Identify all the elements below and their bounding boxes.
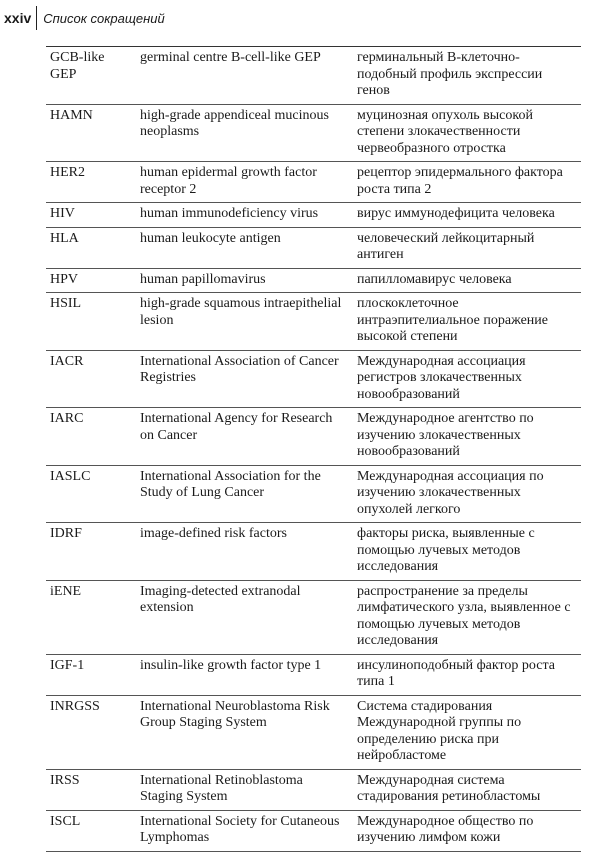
english-term-cell: Imaging-detected extranodal extension <box>136 580 353 654</box>
table-row <box>46 104 581 162</box>
abbreviation-cell: ISCL <box>46 810 136 851</box>
table-row <box>46 350 581 408</box>
english-term-cell: human leukocyte antigen <box>136 227 353 268</box>
abbreviation-cell: IACR <box>46 350 136 408</box>
table-row <box>46 580 581 654</box>
abbreviation-cell: IRSS <box>46 769 136 810</box>
abbreviation-cell: GCB-like GEP <box>46 47 136 105</box>
abbreviation-cell: IARC <box>46 408 136 466</box>
english-term-cell: human immunodeficiency virus <box>136 203 353 228</box>
russian-term-cell: Международное агентство по изучению злокачественных новообразований <box>353 408 581 466</box>
page-number: xxiv <box>4 10 32 26</box>
russian-term-cell: Международная система стадирования ретинобластомы <box>353 769 581 810</box>
english-term-cell: high-grade appendiceal mucinous neoplasms <box>136 104 353 162</box>
table-row <box>46 769 581 810</box>
russian-term-cell: вирус иммунодефицита человека <box>353 203 581 228</box>
table-row <box>46 695 581 769</box>
abbreviation-cell: IASLC <box>46 465 136 523</box>
table-row <box>46 654 581 695</box>
abbreviation-cell: IDRF <box>46 523 136 581</box>
english-term-cell: germinal centre B-cell-like GEP <box>136 47 353 105</box>
russian-term-cell: человеческий лейкоцитарный антиген <box>353 227 581 268</box>
abbreviation-cell: iENE <box>46 580 136 654</box>
running-title: Список сокращений <box>43 10 165 26</box>
table-row <box>46 162 581 203</box>
abbreviations-table-body <box>46 47 581 852</box>
page-header <box>0 5 165 31</box>
english-term-cell: human papillomavirus <box>136 268 353 293</box>
table-row <box>46 47 581 105</box>
russian-term-cell: Международная ассоциация по изучению злокачественных опухолей легкого <box>353 465 581 523</box>
table-row <box>46 203 581 228</box>
abbreviation-cell: HER2 <box>46 162 136 203</box>
russian-term-cell: муцинозная опухоль высокой степени злокачественности червеобразного отростка <box>353 104 581 162</box>
english-term-cell: International Retinoblastoma Staging System <box>136 769 353 810</box>
russian-term-cell: инсулиноподобный фактор роста типа 1 <box>353 654 581 695</box>
russian-term-cell: рецептор эпидермального фактора роста типа 2 <box>353 162 581 203</box>
russian-term-cell: Система стадирования Международной группы по определению риска при нейробластоме <box>353 695 581 769</box>
russian-term-cell: герминальный B-клеточно-подобный профиль экспрессии генов <box>353 47 581 105</box>
abbreviation-cell: HLA <box>46 227 136 268</box>
table-row <box>46 465 581 523</box>
abbreviation-cell: INRGSS <box>46 695 136 769</box>
abbreviation-cell: HSIL <box>46 293 136 351</box>
abbreviation-cell: HAMN <box>46 104 136 162</box>
abbreviation-cell: HPV <box>46 268 136 293</box>
russian-term-cell: плоскоклеточное интраэпителиальное поражение высокой степени <box>353 293 581 351</box>
english-term-cell: International Association of Cancer Registries <box>136 350 353 408</box>
english-term-cell: International Agency for Research on Cancer <box>136 408 353 466</box>
english-term-cell: insulin-like growth factor type 1 <box>136 654 353 695</box>
table-row <box>46 810 581 851</box>
english-term-cell: high-grade squamous intraepithelial lesion <box>136 293 353 351</box>
abbreviations-table <box>46 46 581 852</box>
abbreviation-cell: IGF-1 <box>46 654 136 695</box>
russian-term-cell: распространение за пределы лимфатического узла, выявленное с помощью лучевых методов исследования <box>353 580 581 654</box>
russian-term-cell: папилломавирус человека <box>353 268 581 293</box>
english-term-cell: International Society for Cutaneous Lymphomas <box>136 810 353 851</box>
table-row <box>46 408 581 466</box>
english-term-cell: International Neuroblastoma Risk Group Staging System <box>136 695 353 769</box>
table-row <box>46 227 581 268</box>
english-term-cell: image-defined risk factors <box>136 523 353 581</box>
table-row <box>46 523 581 581</box>
english-term-cell: International Association for the Study of Lung Cancer <box>136 465 353 523</box>
table-row <box>46 268 581 293</box>
russian-term-cell: факторы риска, выявленные с помощью лучевых методов исследования <box>353 523 581 581</box>
russian-term-cell: Международная ассоциация регистров злокачественных новообразований <box>353 350 581 408</box>
russian-term-cell: Международное общество по изучению лимфом кожи <box>353 810 581 851</box>
english-term-cell: human epidermal growth factor receptor 2 <box>136 162 353 203</box>
table-row <box>46 293 581 351</box>
abbreviation-cell: HIV <box>46 203 136 228</box>
